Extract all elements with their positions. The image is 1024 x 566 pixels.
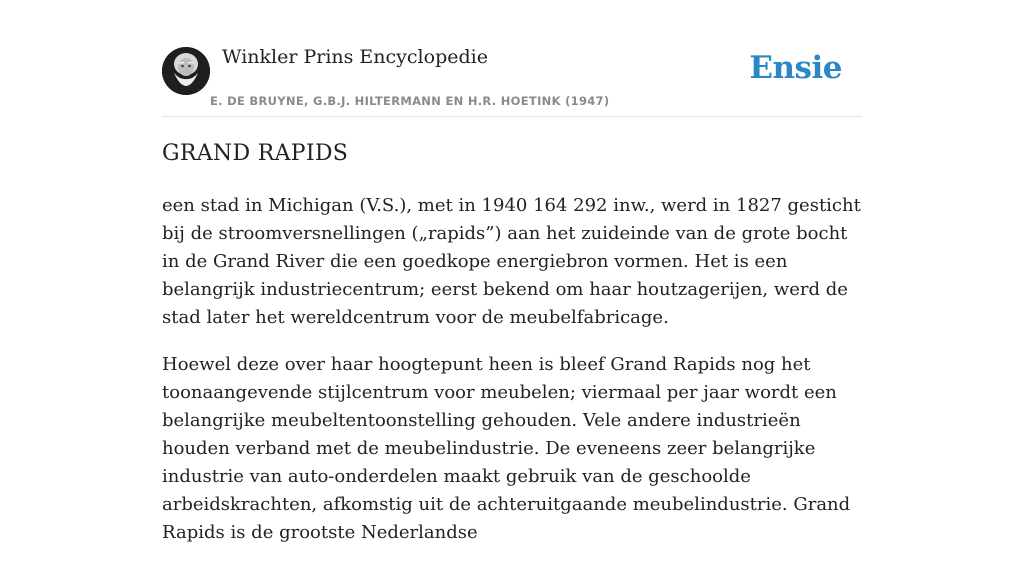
portrait-avatar-icon [162,47,210,95]
article-paragraph: een stad in Michigan (V.S.), met in 1940 164 292 inw., werd in 1827 gesticht bij de stroomversnellingen („rapids”) aan het zuideinde van de grote bocht in de Grand River die een goedkope energiebron vormen. Het is een belangrijk industriecentrum; eerst bekend om haar houtzagerijen, werd de stad later het wereldcentrum voor de meubelfabricage. [162,195,861,328]
site-title: Winkler Prins Encyclopedie [222,46,488,68]
page-container [162,0,862,543]
article-paragraph: Hoewel deze over haar hoogtepunt heen is bleef Grand Rapids nog het toonaangevende stijlcentrum voor meubelen; viermaal per jaar wordt een belangrijke meubeltentoonstelling gehouden. Vele andere industrieën houden verband met de meubelindustrie. De eveneens zeer belangrijke industrie van auto-onderdelen maakt gebruik van de geschoolde arbeidskrachten, afkomstig uit de achteruitgaande meubelindustrie. Grand Rapids is de grootste Nederlandse [162,354,851,543]
article-body [162,192,862,566]
site-header [162,0,862,117]
article-title: GRAND RAPIDS [162,141,349,166]
authors-line: E. DE BRUYNE, G.B.J. HILTERMANN EN H.R. HOETINK (1947) [210,94,610,108]
ensie-logo-link[interactable]: Ensie [749,50,842,86]
